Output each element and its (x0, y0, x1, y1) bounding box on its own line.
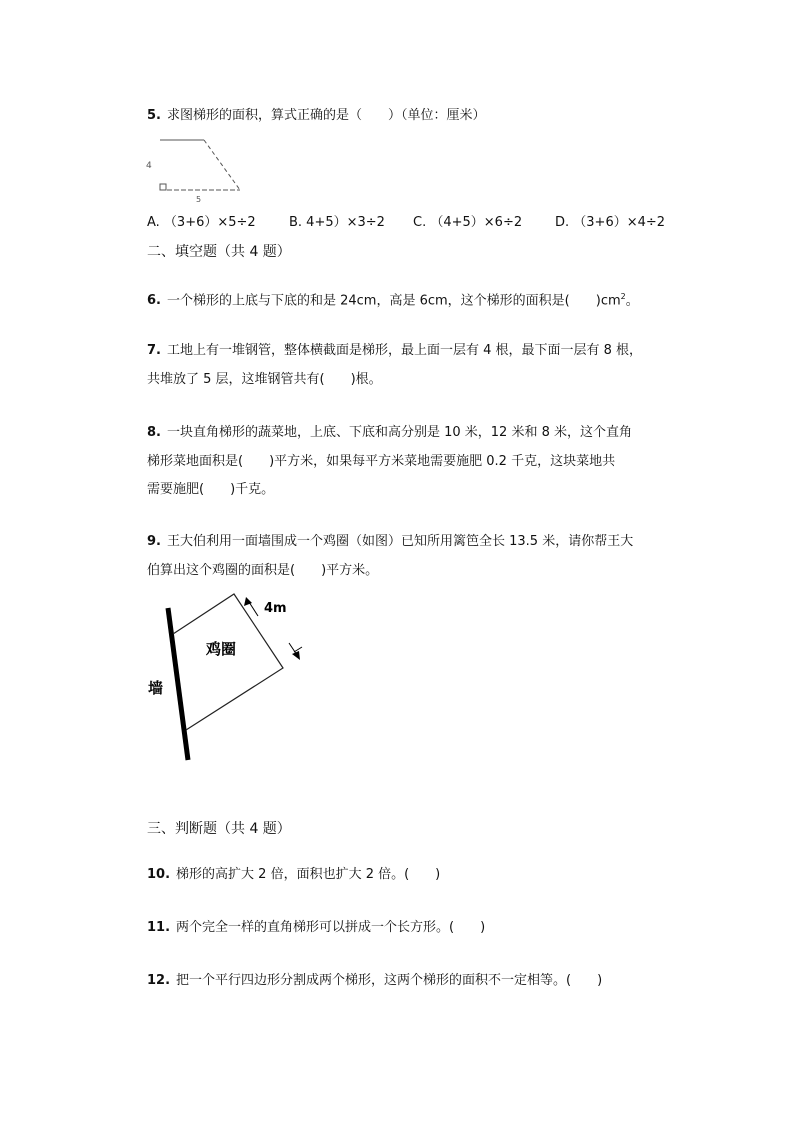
question-text-line-1: 一块直角梯形的蔬菜地，上底、下底和高分别是 10 米，12 米和 8 米，这个直角 (166, 425, 633, 440)
question-5 (147, 107, 486, 125)
question-8-line-3: 需要施肥( )千克。 (147, 482, 275, 497)
chicken-pen-figure (140, 588, 320, 768)
question-12 (147, 972, 602, 990)
question-7-line-2: 共堆放了 5 层，这堆钢管共有( )根。 (147, 372, 382, 387)
question-number: 11. (147, 920, 171, 935)
question-text: 一个梯形的上底与下底的和是 24cm，高是 6cm，这个梯形的面积是( )cm (166, 293, 621, 309)
option-b: B. 4+5）×3÷2 (289, 215, 385, 230)
option-d: D. （3+6）×4÷2 (555, 215, 666, 230)
question-number: 7. (147, 343, 161, 358)
question-8-line-2: 梯形菜地面积是( )平方米，如果每平方米菜地需要施肥 0.2 千克，这块菜地共 (147, 454, 616, 469)
option-c: C. （4+5）×6÷2 (413, 215, 523, 230)
question-number: 8. (147, 425, 161, 440)
question-11 (147, 919, 485, 937)
trapezoid-figure (140, 132, 250, 204)
question-number: 10. (147, 867, 171, 882)
question-number: 5. (147, 108, 161, 123)
section-title-true-false: 三、判断题（共 4 题） (147, 821, 291, 837)
question-text-line-1: 王大伯利用一面墙围成一个鸡圈（如图）已知所用篱笆全长 13.5 米，请你帮王大 (166, 534, 634, 549)
question-7 (147, 342, 642, 360)
question-10 (147, 866, 440, 884)
question-9-line-2: 伯算出这个鸡圈的面积是( )平方米。 (147, 563, 379, 578)
question-tail: 。 (625, 293, 639, 309)
question-number: 6. (147, 293, 161, 309)
figure-label-left: 4 (146, 161, 152, 171)
wall-label: 墙 (148, 679, 164, 697)
pen-label: 鸡圈 (206, 640, 237, 658)
question-8 (147, 424, 632, 442)
question-text: 求图梯形的面积，算式正确的是（ ）（单位：厘米） (166, 108, 486, 123)
question-text-line-1: 工地上有一堆钢管，整体横截面是梯形，最上面一层有 4 根，最下面一层有 8 根， (166, 343, 643, 358)
question-6 (147, 288, 639, 310)
question-text: 两个完全一样的直角梯形可以拼成一个长方形。( ) (176, 920, 486, 935)
section-title-fill-in: 二、填空题（共 4 题） (147, 244, 291, 260)
question-number: 12. (147, 973, 171, 988)
question-9 (147, 533, 633, 551)
option-a: A. （3+6）×5÷2 (147, 215, 256, 230)
question-text: 梯形的高扩大 2 倍，面积也扩大 2 倍。( ) (176, 867, 441, 882)
unit-superscript: 2 (620, 292, 626, 301)
figure-label-bottom: 5 (196, 195, 202, 204)
dimension-label: 4m (264, 601, 287, 616)
question-text: 把一个平行四边形分割成两个梯形，这两个梯形的面积不一定相等。( ) (176, 973, 603, 988)
question-number: 9. (147, 534, 161, 549)
